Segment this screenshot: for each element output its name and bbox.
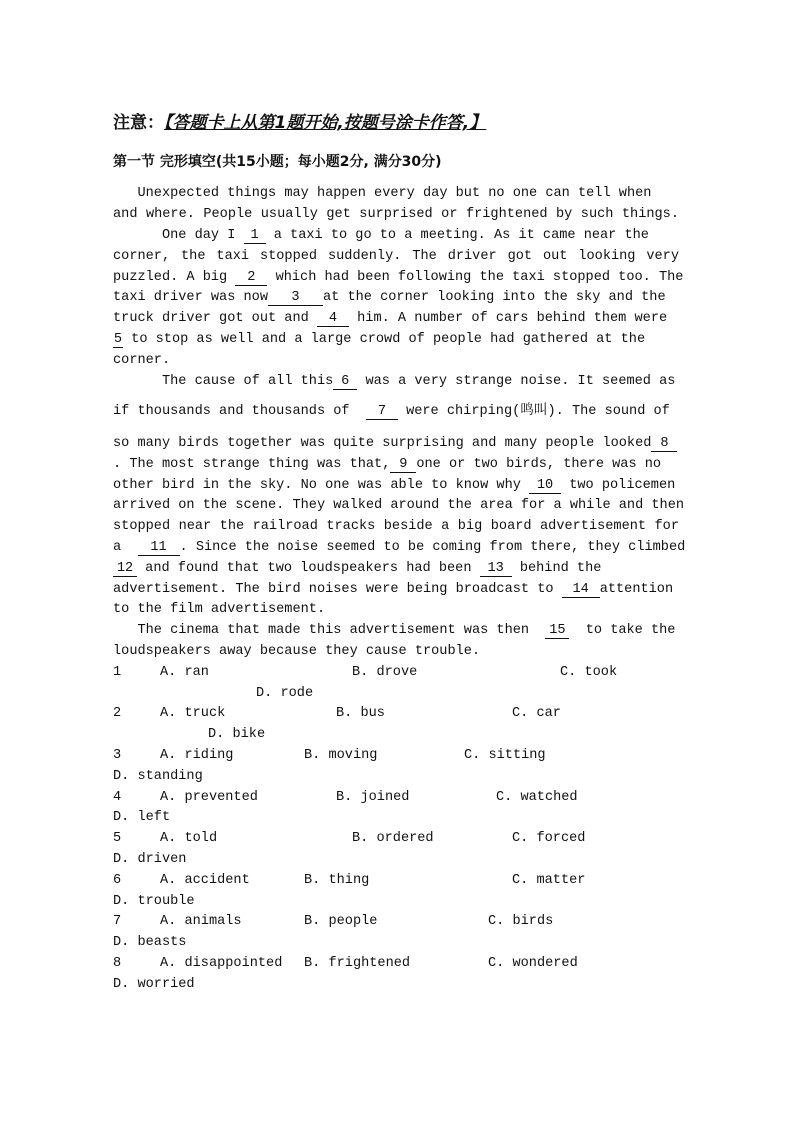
question-number: 1	[113, 665, 122, 680]
option-d: D. beasts	[113, 935, 187, 950]
option-a: A. ran	[160, 665, 209, 680]
option-d: D. worried	[113, 977, 195, 992]
option-b: B. frightened	[304, 956, 411, 971]
passage-line: and where. People usually get surprised or frightened by such things.	[113, 207, 679, 222]
question-number: 8	[113, 956, 122, 971]
blank-14: 14	[562, 583, 600, 598]
blank-10: 10	[529, 479, 561, 494]
blank-6: 6	[333, 375, 357, 390]
option-b: B. moving	[304, 748, 378, 763]
passage-line: to the film advertisement.	[113, 602, 326, 617]
option-c: C. matter	[512, 873, 586, 888]
option-a: A. accident	[160, 873, 250, 888]
blank-7: 7	[366, 405, 398, 420]
blank-11: 11	[138, 541, 180, 556]
option-b: B. ordered	[352, 831, 434, 846]
blank-3: 3	[268, 291, 323, 306]
section-title: 第一节 完形填空(共15小题；每小题2分, 满分30分)	[113, 154, 442, 170]
passage-line: 5 to stop as well and a large crowd of people had gathered at the	[113, 332, 646, 347]
option-d: D. bike	[208, 727, 266, 742]
notice-line	[113, 108, 486, 133]
passage-line: arrived on the scene. They walked around the area for a while and then	[113, 498, 685, 513]
blank-5: 5	[113, 332, 123, 347]
passage-line: taxi driver was now 3 at the corner looking into the sky and the	[113, 290, 666, 305]
option-c: C. forced	[512, 831, 586, 846]
option-d: D. standing	[113, 769, 203, 784]
blank-13: 13	[480, 562, 512, 577]
blank-4: 4	[317, 312, 349, 327]
option-a: A. prevented	[160, 790, 258, 805]
passage-line: corner.	[113, 353, 171, 368]
passage-line: stopped near the railroad tracks beside a big board advertisement for	[113, 519, 679, 534]
option-a: A. truck	[160, 706, 226, 721]
passage-line: corner, the taxi stopped suddenly. The driver got out looking very	[113, 249, 679, 264]
option-a: A. animals	[160, 914, 242, 929]
passage-line: truck driver got out and 4 him. A number of cars behind them were	[113, 311, 668, 326]
passage-line: puzzled. A big 2 which had been following the taxi stopped too. The	[113, 270, 684, 285]
option-b: B. people	[304, 914, 378, 929]
notice-instruction: 【答题卡上从第1题开始,按题号涂卡作答,】	[164, 113, 487, 133]
passage-line: 12 and found that two loudspeakers had been 13 behind the	[113, 560, 679, 578]
option-c: C. took	[560, 665, 618, 680]
passage-line: so many birds together was quite surprising and many people looked 8	[113, 435, 679, 453]
passage-line: The cinema that made this advertisement was then 15 to take the	[137, 623, 676, 638]
notice-label: 注意：	[113, 113, 164, 133]
blank-12: 12	[113, 562, 137, 577]
passage-line: loudspeakers away because they cause trouble.	[113, 644, 481, 659]
passage-line: One day I 1 a taxi to go to a meeting. As it came near the	[161, 228, 649, 243]
blank-15: 15	[545, 624, 569, 639]
option-c: C. watched	[496, 790, 578, 805]
passage-line: a 11 . Since the noise seemed to be coming from there, they climbed	[113, 540, 686, 555]
question-number: 4	[113, 790, 122, 805]
option-c: C. sitting	[464, 748, 546, 763]
option-d: D. left	[113, 810, 171, 825]
passage-line: if thousands and thousands of 7 were chirping(鸣叫). The sound of	[113, 404, 670, 419]
question-number: 7	[113, 914, 122, 929]
option-a: A. told	[160, 831, 218, 846]
option-c: C. birds	[488, 914, 554, 929]
blank-1: 1	[244, 229, 266, 244]
question-number: 5	[113, 831, 122, 846]
option-a: A. disappointed	[160, 956, 283, 971]
blank-2: 2	[235, 271, 267, 286]
option-a: A. riding	[160, 748, 234, 763]
passage-line: Unexpected things may happen every day but no one can tell when	[137, 186, 652, 201]
option-b: B. joined	[336, 790, 410, 805]
passage-line: other bird in the sky. No one was able to know why 10 two policemen	[113, 478, 676, 493]
option-c: C. wondered	[488, 956, 578, 971]
passage-line: . The most strange thing was that, 9 one or two birds, there was no	[113, 457, 662, 472]
blank-9: 9	[390, 458, 416, 473]
question-number: 3	[113, 748, 122, 763]
passage-line: The cause of all this 6 was a very strange noise. It seemed as	[161, 374, 676, 389]
option-b: B. bus	[336, 706, 385, 721]
option-d: D. trouble	[113, 894, 195, 909]
option-b: B. thing	[304, 873, 370, 888]
question-number: 6	[113, 873, 122, 888]
option-d: D. rode	[256, 686, 314, 701]
option-b: B. drove	[352, 665, 418, 680]
option-d: D. driven	[113, 852, 187, 867]
option-c: C. car	[512, 706, 561, 721]
question-number: 2	[113, 706, 122, 721]
blank-8: 8	[651, 437, 677, 452]
passage-line: advertisement. The bird noises were being broadcast to 14 attention	[113, 582, 674, 597]
